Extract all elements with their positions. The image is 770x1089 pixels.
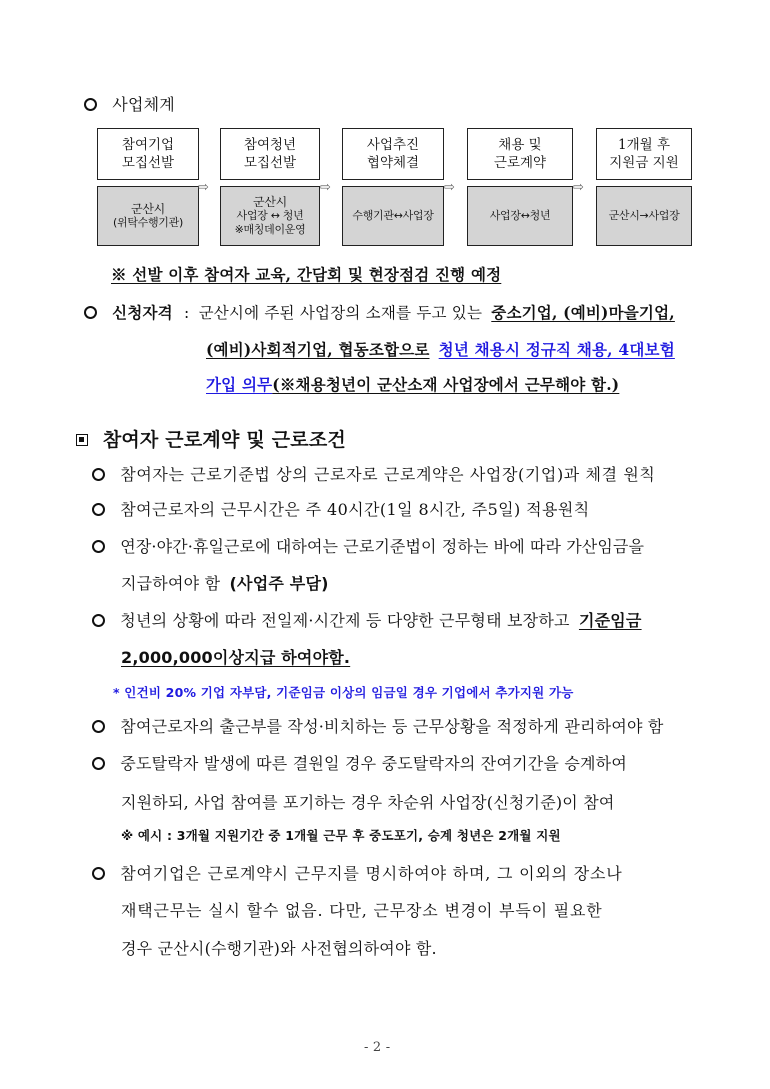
- list-item-underlined: 기준임금: [578, 611, 642, 630]
- circle-bullet-icon: [92, 757, 105, 770]
- list-item-text: 지급하여야 함: [121, 574, 221, 593]
- flow-step-1-top: [97, 128, 199, 180]
- section1-heading: [84, 92, 175, 115]
- note-text: * 인건비 20% 기업 자부담, 기준임금 이상의 임금일 경우 기업에서 추가지원 가능: [113, 685, 574, 700]
- list-item-text: 지원하되, 사업 참여를 포기하는 경우 차순위 사업장(신청기준)이 참여: [121, 793, 615, 812]
- flow-text: 군산시→사업장: [608, 209, 680, 222]
- flow-step-5-bottom: [596, 186, 692, 246]
- flow-text: 사업추진: [366, 137, 420, 153]
- flow-step-3-top: [342, 128, 444, 180]
- flow-step-4-top: [467, 128, 573, 180]
- list-item: [92, 861, 623, 884]
- section2-heading: [76, 425, 346, 452]
- right-arrow-icon: ⇨: [444, 180, 455, 195]
- apply-label: 신청자격: [112, 303, 173, 322]
- list-item: [92, 462, 655, 485]
- flow-text: ※매칭데이운영: [234, 223, 306, 236]
- list-item: [92, 534, 644, 557]
- list-item-text: 중도탈락자 발생에 따른 결원일 경우 중도탈락자의 잔여기간을 승계하여: [120, 754, 627, 773]
- apply-text-underlined: (※채용청년이 군산소재 사업장에서 근무해야 함.): [272, 375, 620, 394]
- apply-text-blue: 청년 채용시 정규직 채용, 4대보험: [438, 340, 675, 359]
- circle-bullet-icon: [84, 98, 97, 111]
- flow-text: 모집선발: [243, 155, 297, 171]
- flow-step-2-bottom: [220, 186, 320, 246]
- list-item-cont: [121, 936, 437, 959]
- flow-text: 협약체결: [366, 155, 420, 171]
- list-item-text: 연장·야간·휴일근로에 대하여는 근로기준법이 정하는 바에 따라 가산임금을: [120, 537, 645, 556]
- apply-text-blue: 가입 의무: [206, 375, 273, 394]
- apply-text: 군산시에 주된 사업장의 소재를 두고 있는: [198, 304, 483, 322]
- flow-text: 사업장 ↔ 청년: [236, 209, 304, 222]
- list-item-bold: (사업주 부담): [229, 574, 329, 593]
- list-item: [92, 751, 627, 774]
- flow-text: 참여청년: [243, 137, 297, 153]
- flow-text: 근로계약: [493, 155, 547, 171]
- apply-line-2: [206, 338, 675, 360]
- circle-bullet-icon: [84, 306, 97, 319]
- list-item-text: 참여자는 근로기준법 상의 근로자로 근로계약은 사업장(기업)과 체결 원칙: [120, 465, 656, 484]
- flow-text: 1개월 후: [617, 137, 670, 153]
- flow-text: 사업장↔청년: [489, 209, 551, 222]
- circle-bullet-icon: [92, 468, 105, 481]
- flow-step-1-bottom: [97, 186, 199, 246]
- section2-title: 참여자 근로계약 및 근로조건: [102, 429, 346, 451]
- selection-note: [111, 263, 501, 285]
- list-item-text: 청년의 상황에 따라 전일제·시간제 등 다양한 근무형태 보장하고: [120, 611, 570, 630]
- flow-text: (위탁수행기관): [113, 216, 183, 229]
- circle-bullet-icon: [92, 503, 105, 516]
- list-item-text: 참여근로자의 근무시간은 주 40시간(1일 8시간, 주5일) 적용원칙: [120, 500, 590, 519]
- list-item-text: 참여기업은 근로계약시 근무지를 명시하여야 하며, 그 이외의 장소나: [120, 864, 623, 883]
- list-item-text: 참여근로자의 출근부를 작성·비치하는 등 근무상황을 적정하게 관리하여야 함: [120, 717, 664, 736]
- apply-colon: :: [183, 304, 190, 322]
- flow-text: 채용 및: [498, 137, 542, 153]
- circle-bullet-icon: [92, 720, 105, 733]
- note-text: ※ 예시 : 3개월 지원기간 중 1개월 근무 후 중도포기, 승계 청년은 2개월 지원: [121, 828, 561, 843]
- right-arrow-icon: ⇨: [198, 180, 209, 195]
- flow-step-3-bottom: [342, 186, 444, 246]
- flow-text: 군산시: [131, 202, 165, 216]
- apply-line-1: [84, 301, 675, 323]
- circle-bullet-icon: [92, 614, 105, 627]
- circle-bullet-icon: [92, 540, 105, 553]
- apply-text-underlined: 중소기업, (예비)마을기업,: [491, 303, 675, 322]
- square-bullet-icon: [76, 434, 88, 446]
- flow-text: 수행기관↔사업장: [352, 209, 434, 222]
- flow-text: 모집선발: [121, 155, 175, 171]
- flow-step-4-bottom: [467, 186, 573, 246]
- note-line: [113, 683, 574, 701]
- list-item: [92, 608, 642, 631]
- flow-text: 지원금 지원: [609, 155, 679, 171]
- flow-step-5-top: [596, 128, 692, 180]
- page-number: - 2 -: [364, 1040, 391, 1055]
- list-item-text: 재택근무는 실시 할수 없음. 다만, 근무장소 변경이 부득이 필요한: [121, 901, 603, 920]
- list-item-cont: [121, 645, 350, 668]
- circle-bullet-icon: [92, 867, 105, 880]
- flow-step-2-top: [220, 128, 320, 180]
- list-item-cont: [121, 571, 329, 594]
- list-item: [92, 497, 590, 520]
- selection-note-text: ※ 선발 이후 참여자 교육, 간담회 및 현장점검 진행 예정: [111, 265, 502, 284]
- note-line: [121, 826, 561, 844]
- apply-text-underlined: (예비)사회적기업, 협동조합으로: [206, 340, 430, 359]
- apply-line-3: [206, 373, 619, 395]
- flow-text: 참여기업: [121, 137, 175, 153]
- list-item-cont: [121, 790, 615, 813]
- list-item: [92, 714, 664, 737]
- section1-title: 사업체계: [112, 95, 175, 114]
- list-item-text: 경우 군산시(수행기관)와 사전협의하여야 함.: [121, 939, 437, 958]
- right-arrow-icon: ⇨: [320, 180, 331, 195]
- right-arrow-icon: ⇨: [573, 180, 584, 195]
- flow-text: 군산시: [253, 195, 287, 209]
- list-item-text: 2,000,000이상지급 하여야함.: [121, 648, 351, 667]
- list-item-cont: [121, 898, 603, 921]
